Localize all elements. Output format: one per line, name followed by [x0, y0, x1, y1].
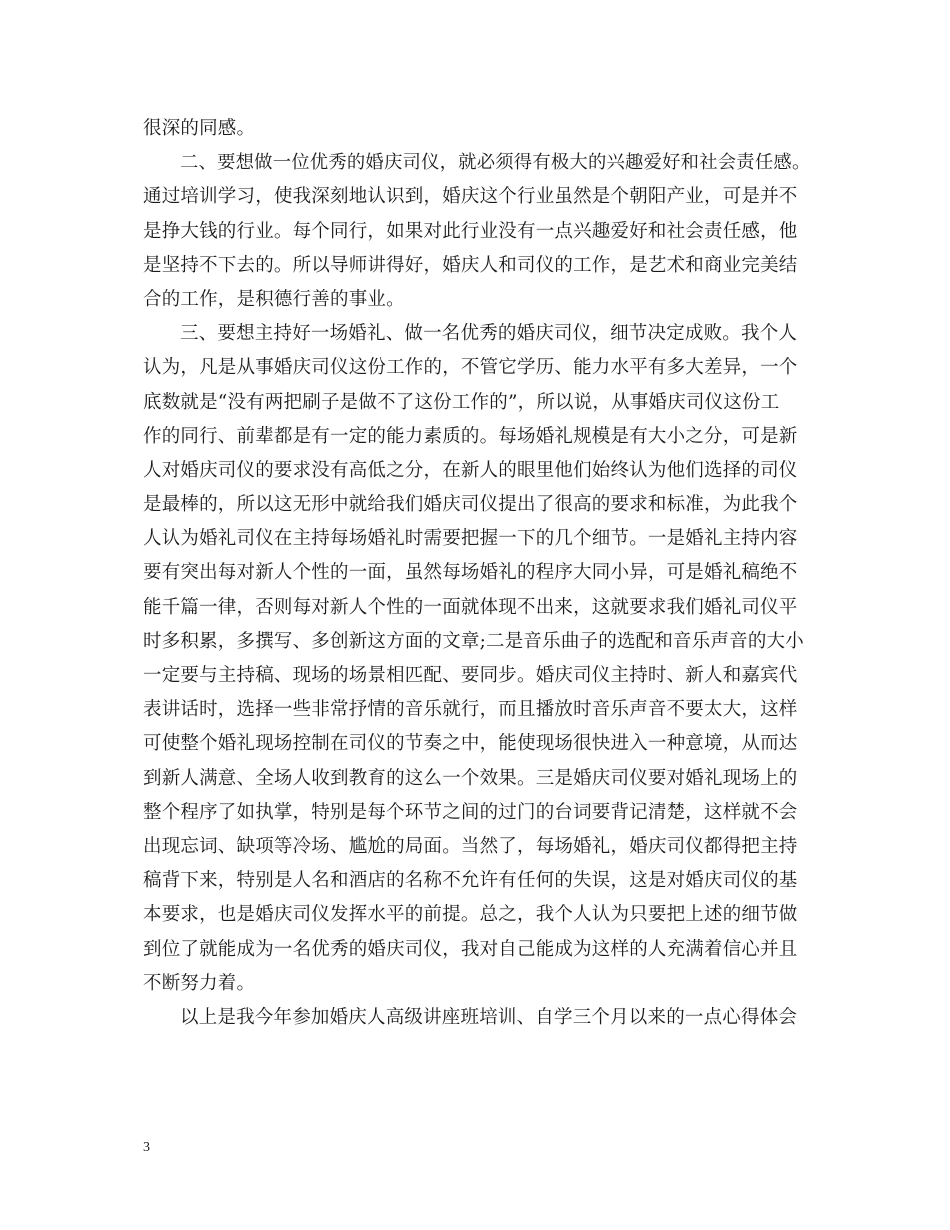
text-line: 以上是我今年参加婚庆人高级讲座班培训、自学三个月以来的一点心得体会 — [180, 1006, 798, 1028]
text-line: 表讲话时，选择一些非常抒情的音乐就行，而且播放时音乐声音不要太大，这样 — [143, 699, 798, 721]
text-line: 底数就是“没有两把刷子是做不了这份工作的”，所以说，从事婚庆司仪这份工 — [143, 391, 780, 413]
text-line: 能千篇一律，否则每对新人个性的一面就体现不出来，这就要求我们婚礼司仪平 — [143, 596, 798, 618]
document-body — [143, 112, 811, 1035]
text-line: 一定要与主持稿、现场的场景相匹配、要同步。婚庆司仪主持时、新人和嘉宾代 — [143, 665, 798, 686]
text-line: 二、要想做一位优秀的婚庆司仪，就必须得有极大的兴趣爱好和社会责任感。 — [180, 152, 811, 174]
text-line: 作的同行、前辈都是有一定的能力素质的。每场婚礼规模是有大小之分，可是新 — [143, 425, 798, 447]
text-line: 是挣大钱的行业。每个同行，如果对此行业没有一点兴趣爱好和社会责任感，他 — [143, 220, 798, 242]
text-line: 到位了就能成为一名优秀的婚庆司仪，我对自己能成为这样的人充满着信心并且 — [143, 938, 798, 960]
text-line: 三、要想主持好一场婚礼、做一名优秀的婚庆司仪，细节决定成败。我个人 — [180, 323, 798, 345]
text-line: 不断努力着。 — [143, 972, 256, 994]
text-line: 合的工作，是积德行善的事业。 — [143, 288, 405, 310]
page-number: 3 — [143, 1140, 150, 1155]
text-line: 通过培训学习，使我深刻地认识到，婚庆这个行业虽然是个朝阳产业，可是并不 — [143, 186, 798, 208]
text-line: 要有突出每对新人个性的一面，虽然每场婚礼的程序大同小异，可是婚礼稿绝不 — [143, 562, 798, 584]
text-line: 可使整个婚礼现场控制在司仪的节奏之中，能使现场很快进入一种意境，从而达 — [143, 733, 798, 755]
text-line: 出现忘词、缺项等冷场、尴尬的局面。当然了，每场婚礼，婚庆司仪都得把主持 — [143, 835, 798, 857]
text-line: 认为，凡是从事婚庆司仪这份工作的，不管它学历、能力水平有多大差异，一个 — [143, 357, 798, 379]
text-line: 人对婚庆司仪的要求没有高低之分，在新人的眼里他们始终认为他们选择的司仪 — [143, 459, 798, 481]
text-line: 是最棒的，所以这无形中就给我们婚庆司仪提出了很高的要求和标准，为此我个 — [143, 494, 798, 516]
text-line: 人认为婚礼司仪在主持每场婚礼时需要把握一下的几个细节。一是婚礼主持内容 — [143, 528, 798, 550]
text-line: 时多积累，多撰写、多创新这方面的文章;二是音乐曲子的选配和音乐声音的大小 — [143, 630, 804, 652]
text-line: 稿背下来，特别是人名和酒店的名称不允许有任何的失误，这是对婚庆司仪的基 — [143, 870, 798, 892]
text-line: 本要求，也是婚庆司仪发挥水平的前提。总之，我个人认为只要把上述的细节做 — [143, 904, 798, 926]
text-line: 是坚持不下去的。所以导师讲得好，婚庆人和司仪的工作，是艺术和商业完美结 — [143, 254, 798, 276]
text-line: 整个程序了如执掌，特别是每个环节之间的过门的台词要背记清楚，这样就不会 — [143, 801, 798, 823]
text-line: 到新人满意、全场人收到教育的这么一个效果。三是婚庆司仪要对婚礼现场上的 — [143, 767, 798, 789]
text-line: 很深的同感。 — [143, 118, 256, 139]
